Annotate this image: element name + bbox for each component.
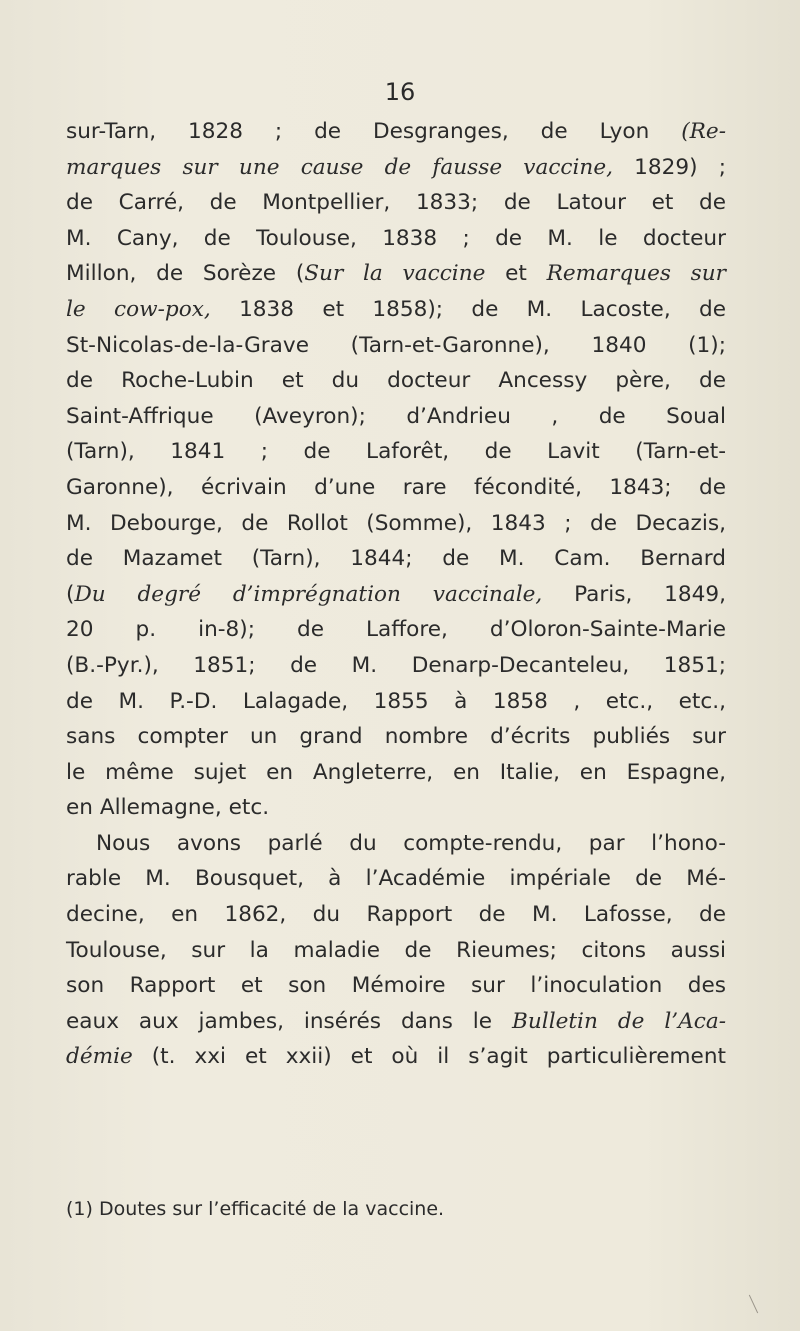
italic-title: marques sur une cause de fausse vaccine, (66, 154, 613, 180)
text-line (66, 719, 726, 755)
text-line (66, 577, 726, 613)
text-line (66, 861, 726, 897)
text-line (66, 755, 726, 791)
text-run: sans compter un grand nombre d’écrits publiés sur (66, 724, 726, 750)
text-run: eaux aux jambes, insérés dans le (66, 1008, 513, 1034)
text-line (66, 506, 726, 542)
text-run: 20 p. in-8); de Laffore, d’Oloron-Sainte-Marie (66, 617, 726, 643)
text-line (66, 221, 726, 257)
text-run: de Carré, de Montpellier, 1833; de Latour et de (66, 190, 726, 216)
text-run: de M. P.-D. Lalagade, 1855 à 1858 , etc., etc., (66, 688, 726, 714)
text-run: rable M. Bousquet, à l’Académie impériale de Mé- (66, 866, 726, 892)
text-line (66, 292, 726, 328)
text-line (66, 256, 726, 292)
text-run: Nous avons parlé du compte-rendu, par l’hono- (96, 830, 726, 856)
footnote: (1) Doutes sur l’efficacité de la vaccine. (66, 1198, 445, 1220)
italic-title: Remarques sur (546, 261, 726, 287)
text-run: St-Nicolas-de-la-Grave (Tarn-et-Garonne), 1840 (1); (66, 332, 726, 358)
text-run: Toulouse, sur la maladie de Rieumes; citons aussi (66, 937, 726, 963)
text-run: ( (66, 581, 75, 607)
text-run: en Allemagne, etc. (66, 795, 270, 821)
text-run: de Mazamet (Tarn), 1844; de M. Cam. Bernard (66, 546, 726, 572)
text-run: Millon, de Sorèze ( (66, 261, 305, 287)
text-line (66, 541, 726, 577)
italic-title: Bulletin de l’Aca- (512, 1008, 726, 1034)
body-text (66, 114, 726, 1075)
text-run: de Roche-Lubin et du docteur Ancessy père, de (66, 368, 726, 394)
text-run: son Rapport et son Mémoire sur l’inoculation des (66, 973, 726, 999)
text-line (66, 897, 726, 933)
italic-title: Du degré d’imprégnation vaccinale, (74, 581, 543, 607)
text-run: le même sujet en Angleterre, en Italie, en Espagne, (66, 759, 726, 785)
text-run: M. Debourge, de Rollot (Somme), 1843 ; de Decazis, (66, 510, 726, 536)
text-line (66, 328, 726, 364)
text-line (66, 1004, 726, 1040)
text-line (66, 470, 726, 506)
text-line (66, 150, 726, 186)
italic-title: le cow-pox, (66, 296, 211, 322)
text-line (66, 968, 726, 1004)
italic-title: Sur la vaccine (304, 261, 486, 287)
italic-title: (Re- (681, 119, 726, 144)
text-run: 1838 et 1858); de M. Lacoste, de (210, 296, 726, 322)
text-line (66, 933, 726, 969)
italic-title: démie (66, 1044, 133, 1070)
text-run: et (485, 261, 547, 287)
text-line (66, 185, 726, 221)
page-number: 16 (384, 78, 416, 106)
text-line (66, 114, 726, 150)
text-run: Saint-Affrique (Aveyron); d’Andrieu , de Soual (66, 403, 726, 429)
text-run: sur-Tarn, 1828 ; de Desgranges, de Lyon (66, 119, 682, 144)
text-line (66, 684, 726, 720)
text-run: (Tarn), 1841 ; de Laforêt, de Lavit (Tarn-et- (66, 439, 726, 465)
text-line (66, 399, 726, 435)
text-line (66, 1039, 726, 1075)
text-line (66, 790, 726, 826)
text-line (66, 612, 726, 648)
text-run: M. Cany, de Toulouse, 1838 ; de M. le docteur (66, 225, 726, 251)
text-run: Paris, 1849, (542, 581, 726, 607)
text-line (66, 434, 726, 470)
text-line (66, 648, 726, 684)
text-run: (B.-Pyr.), 1851; de M. Denarp-Decanteleu, 1851; (66, 652, 726, 678)
text-line (66, 363, 726, 399)
text-run: Garonne), écrivain d’une rare fécondité, 1843; de (66, 474, 726, 500)
pencil-mark (749, 1295, 758, 1314)
text-line (66, 826, 726, 862)
text-run: (t. xxi et xxii) et où il s’agit particulièrement (132, 1044, 726, 1070)
text-run: decine, en 1862, du Rapport de M. Lafosse, de (66, 902, 726, 928)
text-run: 1829) ; (613, 154, 727, 180)
